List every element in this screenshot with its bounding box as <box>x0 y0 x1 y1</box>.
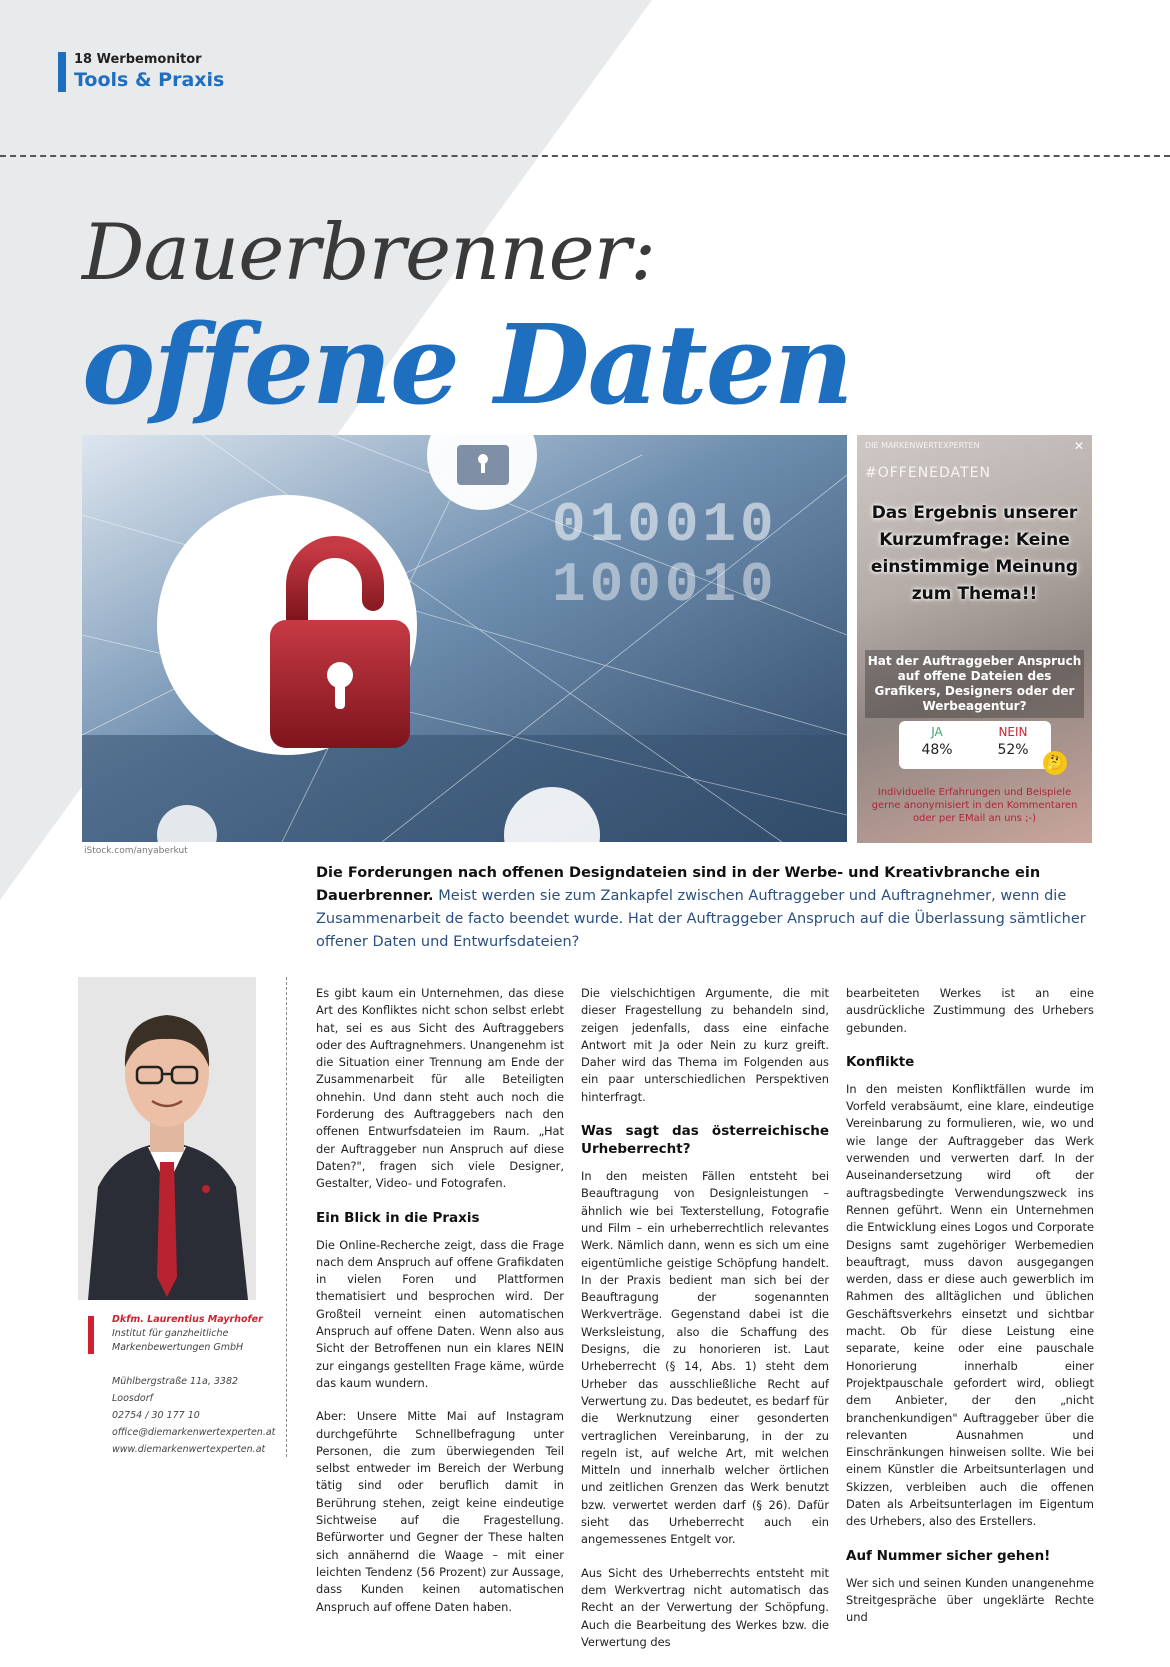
author-name: Dkfm. Laurentius Mayrhofer <box>112 1314 263 1325</box>
close-icon: ✕ <box>1073 439 1084 453</box>
page-number: 18 Werbemonitor <box>74 52 202 67</box>
body-paragraph: In den meisten Fällen entsteht bei Beauftragung von Designleistungen – ähnlich wie bei Texterstellung, Fotografie und Film – ein urheberrechtlich relevantes Werk. Nämlich dann, wenn es sich um eine eigentümliche geistige Schöpfung handelt. In der Praxis bedient man sich bei der Beauftragung der sogenannten Werkverträge. Gegenstand dabei ist die Werksleistung, also die Schaffung des Designs, die zu honorieren ist. Laut Urheberrecht (§ 14, Abs. 1) steht dem Urheber das ausschließliche Recht auf Verwertung zu. Das bedeutet, es bedarf für die Werknutzung einer gesonderten vertraglichen Vereinbarung, in der zu regeln ist, auf welche Art, mit welchen Mitteln und innerhalb welcher örtlichen und zeitlichen Grenzen das Werk benutzt bzw. verwertet werden darf (§ 26). Dafür sieht das Urheberrecht auch ein angemessenes Entgelt vor. <box>581 1169 829 1547</box>
body-paragraph: Die Online-Recherche zeigt, dass die Frage nach dem Anspruch auf offene Grafikdaten in vielen Foren und Plattformen thematisiert und besprochen wird. Der Großteil verneint einen automatischen Anspruch auf offene Daten. Wenn also aus Sicht der Betroffenen nun ein klares NEIN zur eingangs gestellten Frage käme, würde das kaum wundern. <box>316 1237 564 1390</box>
body-paragraph: Es gibt kaum ein Unternehmen, das diese Art des Konfliktes nicht schon selbst erlebt hat, sei es aus Sicht des Auftraggebers oder des Auftragnehmers. Unangenehm ist die Situation einer Trennung am Ende der Zusammenarbeit für alle Beteiligten ohnehin. Und dann steht auch noch die Forderung des Auftraggebers nach den offenen Entwurfsdateien im Raum. „Hat der Auftraggeber nun Anspruch auf diese Daten?", fragen sich viele Designer, Gestalter, Video- und Fotografen. <box>316 986 564 1191</box>
section-label: Tools & Praxis <box>74 69 225 91</box>
body-paragraph: In den meisten Konfliktfällen wurde im Vorfeld verabsäumt, eine klare, eindeutige Vereinbarung zu formulieren, wie, wo und wie lange der Auftraggeber das Werk verwenden und verwerten darf. In der Auseinandersetzung wird oft der auftragsbedingte Verwendungszweck ins Rennen geführt. Wenn ein Unternehmen die Entwicklung eines Logos und Corporate Designs samt zugehöriger Werbemedien beauftragt, muss davon ausgegangen werden, dass er diese auch gewerblich im Rahmen des alltäglichen und üblichen Geschäftsverkehrs einsetzt und sichtbar macht. Ob für diese Leistung eine separate, keine oder eine pauschale Honorierung innerhalb einer Projektpauschale gefordert wird, obliegt dem Anbieter, der den „nicht branchenkundigen" Auftraggeber über die relevanten Ausnahmen und Einschränkungen hinweisen sollte. Wie bei einem Künstler die Arbeitsunterlagen und Skizzen, verbleiben auch die offenen Daten als Arbeitsunterlagen im Eigentum des Urhebers, also des Erstellers. <box>846 1081 1094 1529</box>
binary-text-1: 010010 <box>552 493 778 557</box>
author-phone: 02754 / 30 177 10 <box>112 1410 200 1421</box>
author-bio <box>88 1313 276 1458</box>
headline-line-1: Dauerbrenner: <box>82 208 656 298</box>
thinking-emoji-icon: 🤔 <box>1043 751 1067 775</box>
author-website-link[interactable]: www.diemarkenwertexperten.at <box>112 1444 266 1455</box>
body-paragraph: Aber: Unsere Mitte Mai auf Instagram durchgeführte Schnellbefragung unter Personen, die zum überwiegenden Teil selbst entweder im Bereich der Werbung tätig sind oder beruflich damit in Berührung stehen, zeigt keine eindeutige Sichtweise auf die Fragestellung. Befürworter und Gegner der These halten sich annähernd die Waage – mit einer leichten Tendenz (56 Prozent) zur Aussage, dass Kunden keinen automatischen Anspruch auf offene Daten haben. <box>316 1409 564 1614</box>
body-paragraph: Aus Sicht des Urheberrechts entsteht mit dem Werkvertrag nicht automatisch das Recht an der Verwertung der Schöpfung. Auch die Bearbeitung des Werkes bzw. die Verwertung des <box>581 1565 829 1649</box>
poll-widget <box>899 721 1051 769</box>
page-header <box>58 52 224 92</box>
author-contact <box>88 1373 276 1458</box>
instagram-story-card <box>857 435 1092 843</box>
dashed-divider <box>0 155 1170 157</box>
headline-line-2: offene Daten <box>82 300 852 429</box>
binary-text-2: 100010 <box>552 553 778 617</box>
body-column-1 <box>316 985 564 1632</box>
lead-paragraph <box>316 862 1091 954</box>
author-photo <box>78 977 256 1300</box>
poll-yes-value: 48% <box>921 742 953 758</box>
poll-no-value: 52% <box>997 742 1029 758</box>
author-organization: Institut für ganzheitliche Markenbewertungen GmbH <box>112 1328 244 1353</box>
poll-no <box>975 721 1051 769</box>
story-hashtag: #OFFENEDATEN <box>865 465 991 481</box>
body-paragraph: Die vielschichtigen Argumente, die mit dieser Fragestellung zu behandeln sind, zeigen jedenfalls, dass eine einfache Antwort mit Ja oder Nein zu kurz greift. Daher wird das Thema im Folgenden aus ein paar unterschiedlichen Perspektiven hinterfragt. <box>581 986 829 1104</box>
body-column-2 <box>581 985 829 1667</box>
lead-bold: Die Forderungen nach offenen Designdateien sind in der Werbe- und Kreativbranche ein Dauerbrenner. <box>316 865 1041 904</box>
subheading: Auf Nummer sicher gehen! <box>846 1547 1051 1564</box>
lead-rest: Meist werden sie zum Zankapfel zwischen Auftraggeber und Auftragnehmer, wenn die Zusammenarbeit de facto beendet wurde. Hat der Auftraggeber Anspruch auf die Überlassung sämtlicher offener Daten und Entwurfsdateien? <box>316 888 1086 950</box>
subheading: Was sagt das österreichische Urheberrecht? <box>581 1123 829 1158</box>
hero-image <box>82 435 847 842</box>
sidebar-divider <box>286 977 287 1457</box>
poll-yes <box>899 721 975 769</box>
photo-credit: iStock.com/anyaberkut <box>84 846 188 856</box>
author-address: Mühlbergstraße 11a, 3382 Loosdorf <box>112 1376 239 1404</box>
story-result-text: Das Ergebnis unserer Kurzumfrage: Keine einstimmige Meinung zum Thema!! <box>870 503 1079 604</box>
body-paragraph: bearbeiteten Werkes ist an eine ausdrückliche Zustimmung des Urhebers gebunden. <box>846 986 1094 1035</box>
body-paragraph: Wer sich und seinen Kunden unangenehme Streitgespräche über ungeklärte Rechte und <box>846 1575 1094 1625</box>
poll-yes-label: JA <box>931 725 943 739</box>
story-question: Hat der Auftraggeber Anspruch auf offene Dateien des Grafikers, Designers oder der Werbeagentur? <box>865 650 1084 718</box>
subheading: Ein Blick in die Praxis <box>316 1209 480 1226</box>
poll-no-label: NEIN <box>998 725 1028 739</box>
story-brand: DIE MARKENWERTEXPERTEN <box>865 441 980 450</box>
subheading: Konflikte <box>846 1053 915 1070</box>
story-footer-text: Individuelle Erfahrungen und Beispiele gerne anonymisiert in den Kommentaren oder per EMail an uns ;-) <box>871 787 1078 824</box>
bio-accent-bar <box>88 1316 94 1354</box>
author-email-link[interactable]: office@diemarkenwertexperten.at <box>112 1427 276 1438</box>
body-column-3 <box>846 985 1094 1643</box>
